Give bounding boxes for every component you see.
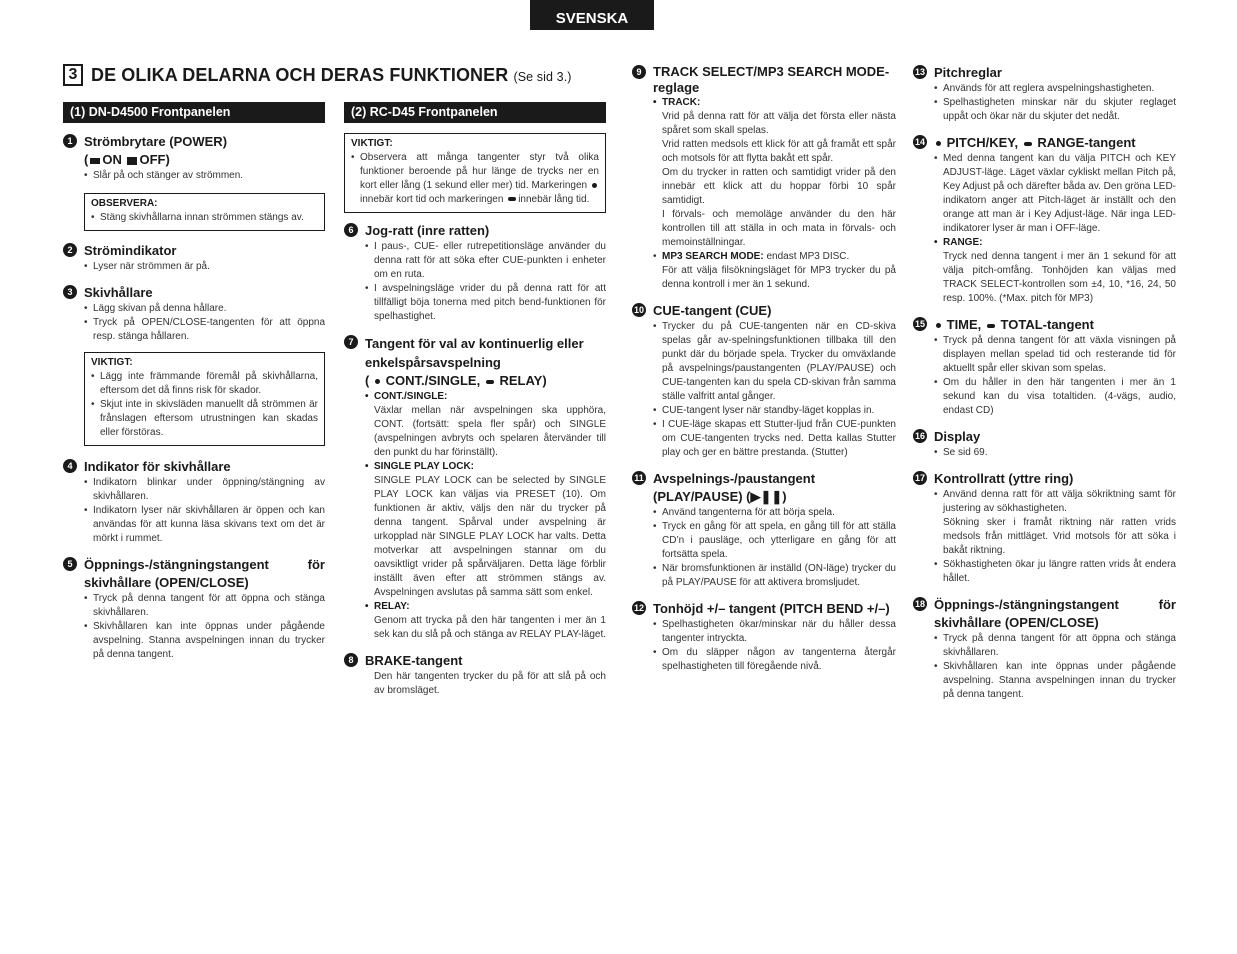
item-subheading: ( ON OFF) bbox=[84, 152, 170, 167]
bullet: • Slår på och stänger av strömmen. bbox=[84, 169, 325, 183]
item-heading: Tonhöjd +/– tangent (PITCH BEND +/–) bbox=[653, 601, 890, 616]
bullet: • Med denna tangent kan du välja PITCH och KEY ADJUST-läge. Läget växlar cykliskt mellan Pitch på, Key Adjust på och därefter båda av. Den gröna LED-indikatorn anger att Pitch-läget är inställt och den orange att man är i Key Adjust-läge. När inga LED-indikatorer lyser är man i OFF-läge. bbox=[934, 152, 1176, 236]
item-15 bbox=[913, 316, 1176, 418]
bullet: • Indikatorn blinkar under öppning/stängning av skivhållaren. bbox=[84, 476, 325, 504]
item-heading: CUE-tangent (CUE) bbox=[653, 303, 772, 318]
bullet: • Indikatorn lyser när skivhållaren är öppen och kan användas för att kunna läsa skivans text om det är mörkt i rummet. bbox=[84, 504, 325, 546]
language-tab: SVENSKA bbox=[530, 0, 654, 30]
item-number: 14 bbox=[913, 135, 927, 149]
item-heading: Display bbox=[934, 429, 981, 444]
bullet: • I CUE-läge skapas ett Stutter-ljud från CUE-punkten om CUE-tangenten trycks ned. Detta kallas Stutter play och ger en bättre prestanda. (Stutter) bbox=[653, 418, 896, 460]
item-number: 4 bbox=[63, 459, 77, 473]
item-17 bbox=[913, 470, 1176, 586]
item-number: 12 bbox=[632, 601, 646, 615]
item-16 bbox=[913, 428, 1176, 460]
section-bar-1: (1) DN-D4500 Frontpanelen bbox=[63, 102, 325, 123]
heading-text: DE OLIKA DELARNA OCH DERAS FUNKTIONER bbox=[91, 64, 509, 85]
item-number: 2 bbox=[63, 243, 77, 257]
box-heading: VIKTIGT: bbox=[351, 138, 393, 149]
long-press-icon bbox=[987, 324, 995, 328]
item-heading: Avspelnings-/paustangent (PLAY/PAUSE) (▶❚❚) bbox=[653, 471, 816, 504]
bullet: • Om du håller in den här tangenten i mer än 1 sekund kan du visa totaltiden. (4-vägs, audio, endast CD) bbox=[934, 376, 1176, 418]
bullet: • Skjut inte in skivsläden manuellt då strömmen är frånslagen eftersom utrustningen kan skadas eller förstöras. bbox=[91, 398, 318, 440]
column-2 bbox=[344, 102, 606, 698]
long-press-icon bbox=[508, 197, 516, 201]
bullet: • Skivhållaren kan inte öppnas under pågående avspelning. Stanna avspelningen innan du trycker på denna tangent. bbox=[84, 620, 325, 662]
item-6 bbox=[344, 222, 606, 324]
item-heading: Pitchreglar bbox=[934, 65, 1002, 80]
bullet: • Använd denna ratt för att välja sökriktning samt för justering av sökhastigheten. bbox=[934, 488, 1176, 516]
bullet: • I avspelningsläge vrider du på denna ratt för att tillfälligt böja tonerna med pitch bend-funktionen för spelhastighet. bbox=[365, 282, 606, 324]
item-heading: Skivhållare bbox=[84, 285, 153, 300]
item-9 bbox=[632, 64, 896, 292]
item-18 bbox=[913, 596, 1176, 702]
bullet: • CUE-tangent lyser när standby-läget kopplas in. bbox=[653, 404, 896, 418]
bullet: • Trycker du på CUE-tangenten när en CD-skiva spelas går av-spelningsfunktionen tillbaka till den punkt där du började spela. Trycker du omväxlande på avspelnings/paustangenten (PLAY/PAUSE) och CUE-tangenten kan du spela CD-skivan från samma ställe valfritt antal gånger. bbox=[653, 320, 896, 404]
bullet: • Tryck på denna tangent för att växla visningen på displayen mellan spelad tid och resterande tid för aktuellt spår eller skivan som spelas. bbox=[934, 334, 1176, 376]
item-number: 17 bbox=[913, 471, 927, 485]
column-3 bbox=[632, 64, 896, 674]
short-press-icon bbox=[936, 141, 941, 146]
item-heading: Strömbrytare (POWER) bbox=[84, 134, 228, 149]
item-number: 9 bbox=[632, 65, 646, 79]
bullet-term: • TRACK: bbox=[653, 96, 896, 110]
bullet-term: • RELAY: bbox=[365, 600, 606, 614]
bullet: • Tryck på denna tangent för att öppna och stänga skivhållaren. bbox=[934, 632, 1176, 660]
bullet: • Tryck en gång för att spela, en gång till för att ställa CD’n i pausläge, och ytterligare en gång för att fortsätta spela. bbox=[653, 520, 896, 562]
bullet: • Om du släpper någon av tangenterna återgår spelhastigheten till föregående nivå. bbox=[653, 646, 896, 674]
item-heading: Öppnings-/stängningstangent för skivhållare (OPEN/CLOSE) bbox=[84, 557, 325, 590]
off-symbol-icon bbox=[127, 157, 137, 165]
bullet: • Sökhastigheten ökar ju längre ratten vrids åt endera hållet. bbox=[934, 558, 1176, 586]
bullet: • Tryck på denna tangent för att öppna och stänga skivhållaren. bbox=[84, 592, 325, 620]
bullet: • I paus-, CUE- eller rutrepetitionsläge använder du denna ratt för att söka efter CUE-punkten i enheter om en ruta. bbox=[365, 240, 606, 282]
item-number: 5 bbox=[63, 557, 77, 571]
box-heading: OBSERVERA: bbox=[91, 198, 158, 209]
item-number: 10 bbox=[632, 303, 646, 317]
bullet: • Skivhållaren kan inte öppnas under pågående avspelning. Stanna avspelningen innan du trycker på denna tangent. bbox=[934, 660, 1176, 702]
item-number: 8 bbox=[344, 653, 358, 667]
on-symbol-icon bbox=[90, 158, 100, 164]
item-number: 15 bbox=[913, 317, 927, 331]
item-7 bbox=[344, 334, 606, 642]
item-heading: Indikator för skivhållare bbox=[84, 459, 231, 474]
item-heading: Öppnings-/stängningstangent för skivhållare (OPEN/CLOSE) bbox=[934, 597, 1176, 630]
paragraph: Sökning sker i framåt riktning när ratten vrids medsols från mittläget. Vrid motsols för att söka i bakåt riktning. bbox=[943, 517, 1176, 556]
item-number: 13 bbox=[913, 65, 927, 79]
item-3 bbox=[63, 284, 325, 344]
item-number: 18 bbox=[913, 597, 927, 611]
bullet: • Spelhastigheten ökar/minskar när du håller dessa tangenter intryckta. bbox=[653, 618, 896, 646]
paragraph: Vrid på denna ratt för att välja det första eller nästa spåret som skall spelas. bbox=[662, 111, 896, 136]
paragraph: För att välja filsökningsläget för MP3 trycker du på denna kontroll i mer än 1 sekund. bbox=[662, 265, 896, 290]
item-10 bbox=[632, 302, 896, 460]
paragraph: Växlar mellan när avspelningen ska upphöra, CONT. (fortsätt: spela fler spår) och SINGLE (avspelningen avbryts och spelaren återvänder till den punkt du har förinställt). bbox=[374, 405, 606, 458]
bullet: • MP3 SEARCH MODE: endast MP3 DISC. bbox=[653, 250, 896, 264]
bullet: • Stäng skivhållarna innan strömmen stängs av. bbox=[91, 211, 318, 225]
observera-box bbox=[84, 193, 325, 231]
item-8 bbox=[344, 652, 606, 698]
paragraph: Tryck ned denna tangent i mer än 1 sekund för att välja pitch-omfång. Tonhöjden kan väljas med TRACK SELECT-kontrollen som ±4, 10, *16, 24, 50 resp. 100%. (*Max. pitch för MP3) bbox=[943, 251, 1176, 304]
section-number: 3 bbox=[63, 64, 83, 86]
bullet-term: • RANGE: bbox=[934, 236, 1176, 250]
bullet: • Lägg inte främmande föremål på skivhållarna, eftersom det då finns risk för skador. bbox=[91, 370, 318, 398]
item-13 bbox=[913, 64, 1176, 124]
item-heading: TIME, TOTAL-tangent bbox=[934, 316, 1176, 334]
item-heading: PITCH/KEY, RANGE-tangent bbox=[934, 134, 1176, 152]
bullet: • Observera att många tangenter styr två olika funktioner beroende på hur länge de trycks ner en kort eller lång (1 sekund eller mer) tid. Markeringen innebär kort tid och markeringen innebär lång tid. bbox=[351, 151, 599, 207]
item-11 bbox=[632, 470, 896, 590]
bullet: • När bromsfunktionen är inställd (ON-läge) trycker du på PLAY/PAUSE för att aktivera bromsljudet. bbox=[653, 562, 896, 590]
item-heading: Jog-ratt (inre ratten) bbox=[365, 223, 490, 238]
item-1 bbox=[63, 133, 325, 183]
bullet: • Används för att reglera avspelningshastigheten. bbox=[934, 82, 1176, 96]
short-press-icon bbox=[592, 183, 597, 188]
item-heading: BRAKE-tangent bbox=[365, 653, 463, 668]
paragraph: Vrid ratten medsols ett klick för att gå framåt ett spår och motsols för att flytta bakåt ett spår. bbox=[662, 139, 896, 164]
bullet-term: • SINGLE PLAY LOCK: bbox=[365, 460, 606, 474]
bullet: • Lägg skivan på denna hållare. bbox=[84, 302, 325, 316]
item-subheading: ( CONT./SINGLE, RELAY) bbox=[365, 373, 547, 388]
item-number: 16 bbox=[913, 429, 927, 443]
item-number: 3 bbox=[63, 285, 77, 299]
item-heading: Kontrollratt (yttre ring) bbox=[934, 471, 1074, 486]
item-14 bbox=[913, 134, 1176, 306]
item-4 bbox=[63, 458, 325, 546]
paragraph: I förvals- och memoläge använder du den här kontrollen till att ställa in och mata in förvals- och memoinställningar. bbox=[662, 209, 896, 248]
heading-ref: (Se sid 3.) bbox=[513, 69, 572, 84]
section-bar-2: (2) RC-D45 Frontpanelen bbox=[344, 102, 606, 123]
item-12 bbox=[632, 600, 896, 674]
paragraph: Genom att trycka på den här tangenten i mer än 1 sek kan du slå på och stänga av RELAY PLAY-läget. bbox=[374, 615, 607, 640]
section-title bbox=[63, 64, 572, 86]
paragraph: Den här tangenten trycker du på för att slå på och av bromsläget. bbox=[374, 671, 606, 696]
item-heading: Tangent för val av kontinuerlig eller enkelspårsavspelning bbox=[365, 336, 584, 370]
bullet: • Tryck på OPEN/CLOSE-tangenten för att öppna resp. stänga hållaren. bbox=[84, 316, 325, 344]
box-heading: VIKTIGT: bbox=[91, 357, 133, 368]
column-4 bbox=[913, 64, 1176, 702]
bullet: • Spelhastigheten minskar när du skjuter reglaget uppåt och ökar när du skjuter det nedåt. bbox=[934, 96, 1176, 124]
column-1 bbox=[63, 102, 325, 662]
section-heading bbox=[91, 65, 572, 86]
item-number: 1 bbox=[63, 134, 77, 148]
bullet: • Använd tangenterna för att börja spela. bbox=[653, 506, 896, 520]
item-number: 7 bbox=[344, 335, 358, 349]
item-number: 11 bbox=[632, 471, 646, 485]
long-press-icon bbox=[486, 380, 494, 384]
viktigt-box bbox=[84, 352, 325, 446]
paragraph: Om du trycker in ratten och samtidigt vrider på den innebär ett klick att du hoppar förbi 10 spår samtidigt. bbox=[662, 167, 896, 206]
paragraph: SINGLE PLAY LOCK can be selected by SINGLE PLAY LOCK kan väljas via PRESET (10). Om funktionen är aktiv, väljs den när du trycker på denna tangent. Spårval under avspelning är urkopplad när SINGLE PLAY LOCK har valts. Detta motverkar att avspelningen stannar om du oavsiktligt vrider på spårväljaren. Detta läge förblir inställt även efter att strömmen stängs av. Avspelningen avslutas på samma sätt som enkel. bbox=[374, 475, 606, 598]
short-press-icon bbox=[375, 379, 380, 384]
bullet: • Lyser när strömmen är på. bbox=[84, 260, 325, 274]
short-press-icon bbox=[936, 323, 941, 328]
item-2 bbox=[63, 242, 325, 274]
long-press-icon bbox=[1024, 142, 1032, 146]
item-heading: Strömindikator bbox=[84, 243, 177, 258]
viktigt-box-2 bbox=[344, 133, 606, 213]
item-number: 6 bbox=[344, 223, 358, 237]
bullet-term: • CONT./SINGLE: bbox=[365, 390, 606, 404]
item-5 bbox=[63, 556, 325, 662]
bullet: • Se sid 69. bbox=[934, 446, 1176, 460]
item-heading: TRACK SELECT/MP3 SEARCH MODE-reglage bbox=[653, 64, 890, 95]
